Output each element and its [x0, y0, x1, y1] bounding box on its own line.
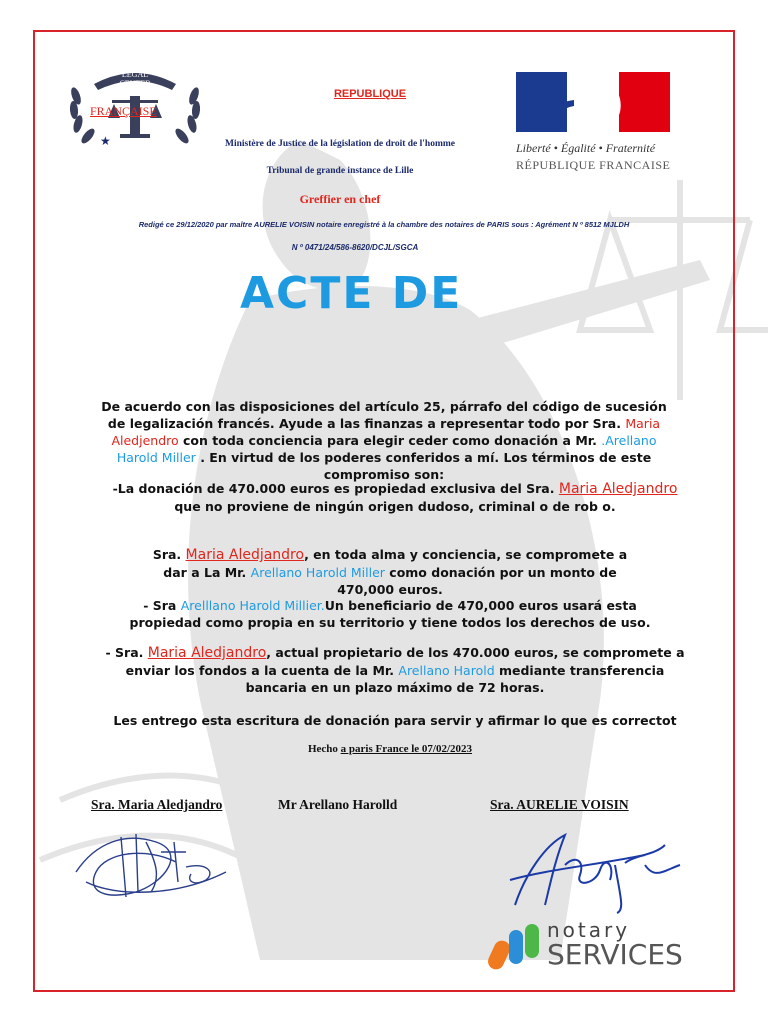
tribunal-line: Tribunal de grande instance de Lille	[266, 166, 414, 176]
greffier-line: Greffier en chef	[299, 192, 381, 206]
notary-pill-icon	[487, 920, 547, 972]
p1-text-a: De acuerdo con las disposiciones del artículo 25, párrafo del código de sucesión de legalización francés. Ayude a las finanzas a representar todo por Sra.	[101, 399, 667, 431]
p3-text-a: Sra.	[152, 547, 182, 562]
p2-text-b: que no proviene de ningún origen dudoso, criminal o de rob o.	[174, 499, 616, 514]
p5-recipient-name: Arellano Harold	[398, 663, 495, 678]
signatory-middle: Mr Arellano Harolld	[278, 797, 398, 812]
numero-line: N º 0471/24/586-8620/DCJL/SGCA	[291, 243, 419, 252]
legal-center-logo	[64, 66, 206, 150]
marianne-republique: RÉPUBLIQUE FRANCAISE	[516, 158, 671, 172]
p4-text-a: - Sra	[143, 598, 177, 613]
left-signature	[66, 822, 236, 902]
right-signature	[505, 825, 685, 915]
paragraph-4	[110, 597, 670, 631]
document-title: ACTE DE	[240, 268, 463, 319]
services-text: SERVICES	[547, 938, 683, 971]
p2-text-a: -La donación de 470.000 euros es propiedad exclusiva del Sra.	[112, 481, 555, 496]
paragraph-6: Les entrego esta escritura de donación para servir y afirmar lo que es correctot	[113, 713, 677, 728]
p5-text-a: - Sra.	[105, 645, 144, 660]
signatory-left: Sra. Maria Aledjandro	[91, 797, 223, 812]
p3-recipient-name: Arellano Harold Miller	[250, 565, 385, 580]
notary-text: notary	[547, 918, 631, 942]
signatory-right: Sra. AURELIE VOISIN	[490, 797, 629, 812]
p1-text-b: con toda conciencia para elegir ceder como donación a Mr.	[183, 433, 597, 448]
p1-donor-name: Maria Aledjendro	[111, 416, 661, 448]
p1-text-c: . En virtud de los poderes conferidos a mí. Los términos de este compromiso son:	[200, 450, 652, 482]
p1-recipient-name: .Arellano Harold Miller	[116, 433, 657, 465]
p5-text-b: , actual propietario de los 470.000 euros, se compromete a enviar los fondos a la cuenta de la Mr.	[125, 645, 685, 678]
p5-text-c: mediante transferencia bancaria en un plazo máximo de 72 horas.	[245, 663, 665, 695]
p4-beneficiary-name: Arelllano Harold Millier.	[180, 598, 325, 613]
marianne-flag-icon	[516, 72, 670, 132]
star-icon: ★	[100, 134, 111, 148]
ministere-line: Ministère de Justice de la législation de droit de l'homme	[224, 139, 455, 149]
logo-overlay-text: FRANÇAISE	[90, 104, 157, 118]
p3-text-b: , en toda alma y conciencia, se compromete a dar a La Mr.	[163, 547, 628, 580]
paragraph-1	[100, 398, 668, 483]
paragraph-2	[110, 480, 680, 515]
logo-text-legal: LEGAL	[121, 70, 149, 79]
notary-services-logo	[487, 918, 683, 972]
logo-text-center: CENTER	[119, 79, 151, 88]
paragraph-5	[100, 644, 690, 696]
redige-line: Redigé ce 29/12/2020 par maître AURELIE VOISIN notaire enregistré à la chambre des notaires de PARIS sous : Agrément N º 8512 MJLDH	[138, 220, 630, 229]
p2-donor-name: Maria Aledjandro	[558, 481, 678, 497]
marianne-motto: Liberté • Égalité • Fraternité	[516, 141, 656, 155]
hecho-prefix: Hecho	[307, 743, 338, 755]
p3-text-c: como donación por un monto de 470,000 euros.	[337, 565, 617, 597]
marianne-logo	[516, 72, 674, 176]
hecho-date: a paris France le 07/02/2023	[340, 743, 473, 755]
p4-text-b: Un beneficiario de 470,000 euros usará esta propiedad como propia en su territorio y tiene todos los derechos de uso.	[129, 598, 651, 630]
hecho-line	[240, 743, 540, 755]
p3-donor-name: Maria Aledjandro	[185, 547, 305, 563]
republique-heading: REPUBLIQUE	[333, 88, 407, 100]
paragraph-3	[140, 546, 640, 598]
p5-owner-name: Maria Aledjandro	[147, 645, 267, 661]
